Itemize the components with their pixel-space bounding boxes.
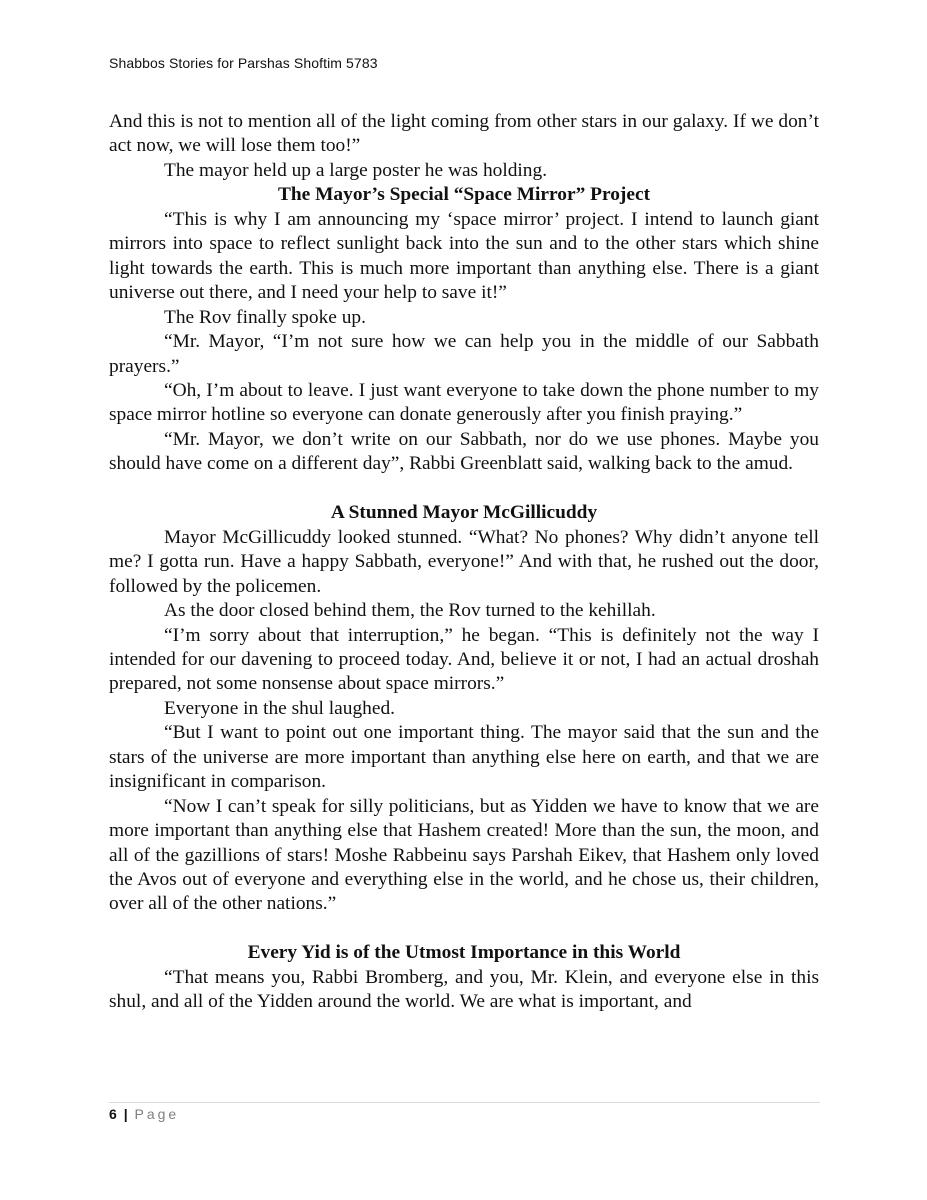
paragraph: Everyone in the shul laughed.	[164, 697, 396, 719]
paragraph: “Mr. Mayor, we don’t write on our Sabbath, nor do we use phones. Maybe you should have come on a different day”, Rabbi Greenblatt said, walking back to the amud.	[109, 428, 819, 475]
paragraph: The mayor held up a large poster he was holding.	[164, 159, 548, 181]
paragraph: And this is not to mention all of the light coming from other stars in our galaxy. If we don’t act now, we will lose them too!”	[109, 111, 819, 157]
section-heading: The Mayor’s Special “Space Mirror” Project	[277, 184, 651, 206]
section-heading: A Stunned Mayor McGillicuddy	[330, 502, 598, 524]
blank-line	[109, 477, 819, 501]
paragraph: “Now I can’t speak for silly politicians, but as Yidden we have to know that we are more important than anything else that Hashem created! More than the sun, the moon, and all of the gazillions of stars! Moshe Rabbeinu says Parshah Eikev, that Hashem only loved the Avos out of everyone and everything else in the world, and he chose us, their children, over all of the other nations.”	[109, 795, 819, 915]
paragraph: “Mr. Mayor, “I’m not sure how we can help you in the middle of our Sabbath prayers.”	[109, 331, 819, 377]
page-separator: |	[123, 1106, 128, 1122]
running-header: Shabbos Stories for Parshas Shoftim 5783	[109, 55, 378, 71]
page-footer	[109, 1106, 179, 1122]
paragraph: “This is why I am announcing my ‘space mirror’ project. I intend to launch giant mirrors into space to reflect sunlight back into the sun and to the other stars which shine light towards the earth. This is much more important than anything else. There is a giant universe out there, and I need your help to save it!”	[109, 208, 819, 304]
paragraph: “But I want to point out one important thing. The mayor said that the sun and the stars of the universe are more important than anything else here on earth, and that we are insignificant in comparison.	[109, 722, 819, 793]
body-text	[109, 110, 819, 1015]
paragraph: “Oh, I’m about to leave. I just want everyone to take down the phone number to my space mirror hotline so everyone can donate generously after you finish praying.”	[109, 379, 819, 426]
paragraph: “That means you, Rabbi Bromberg, and you, Mr. Klein, and everyone else in this shul, and all of the Yidden around the world. We are what is important, and	[109, 966, 819, 1013]
footer-divider	[109, 1102, 820, 1103]
page-label: Page	[134, 1106, 180, 1122]
page-number: 6	[109, 1106, 117, 1122]
section-heading: Every Yid is of the Utmost Importance in this World	[247, 942, 681, 964]
paragraph: “I’m sorry about that interruption,” he began. “This is definitely not the way I intended for our davening to proceed today. And, believe it or not, I had an actual droshah prepared, not some nonsense about space mirrors.”	[109, 624, 819, 695]
paragraph: The Rov finally spoke up.	[164, 306, 366, 328]
paragraph: Mayor McGillicuddy looked stunned. “What? No phones? Why didn’t anyone tell me? I gotta run. Have a happy Sabbath, everyone!” And with that, he rushed out the door, followed by the policemen.	[109, 526, 819, 597]
blank-line	[109, 917, 819, 941]
paragraph: As the door closed behind them, the Rov turned to the kehillah.	[164, 600, 656, 622]
